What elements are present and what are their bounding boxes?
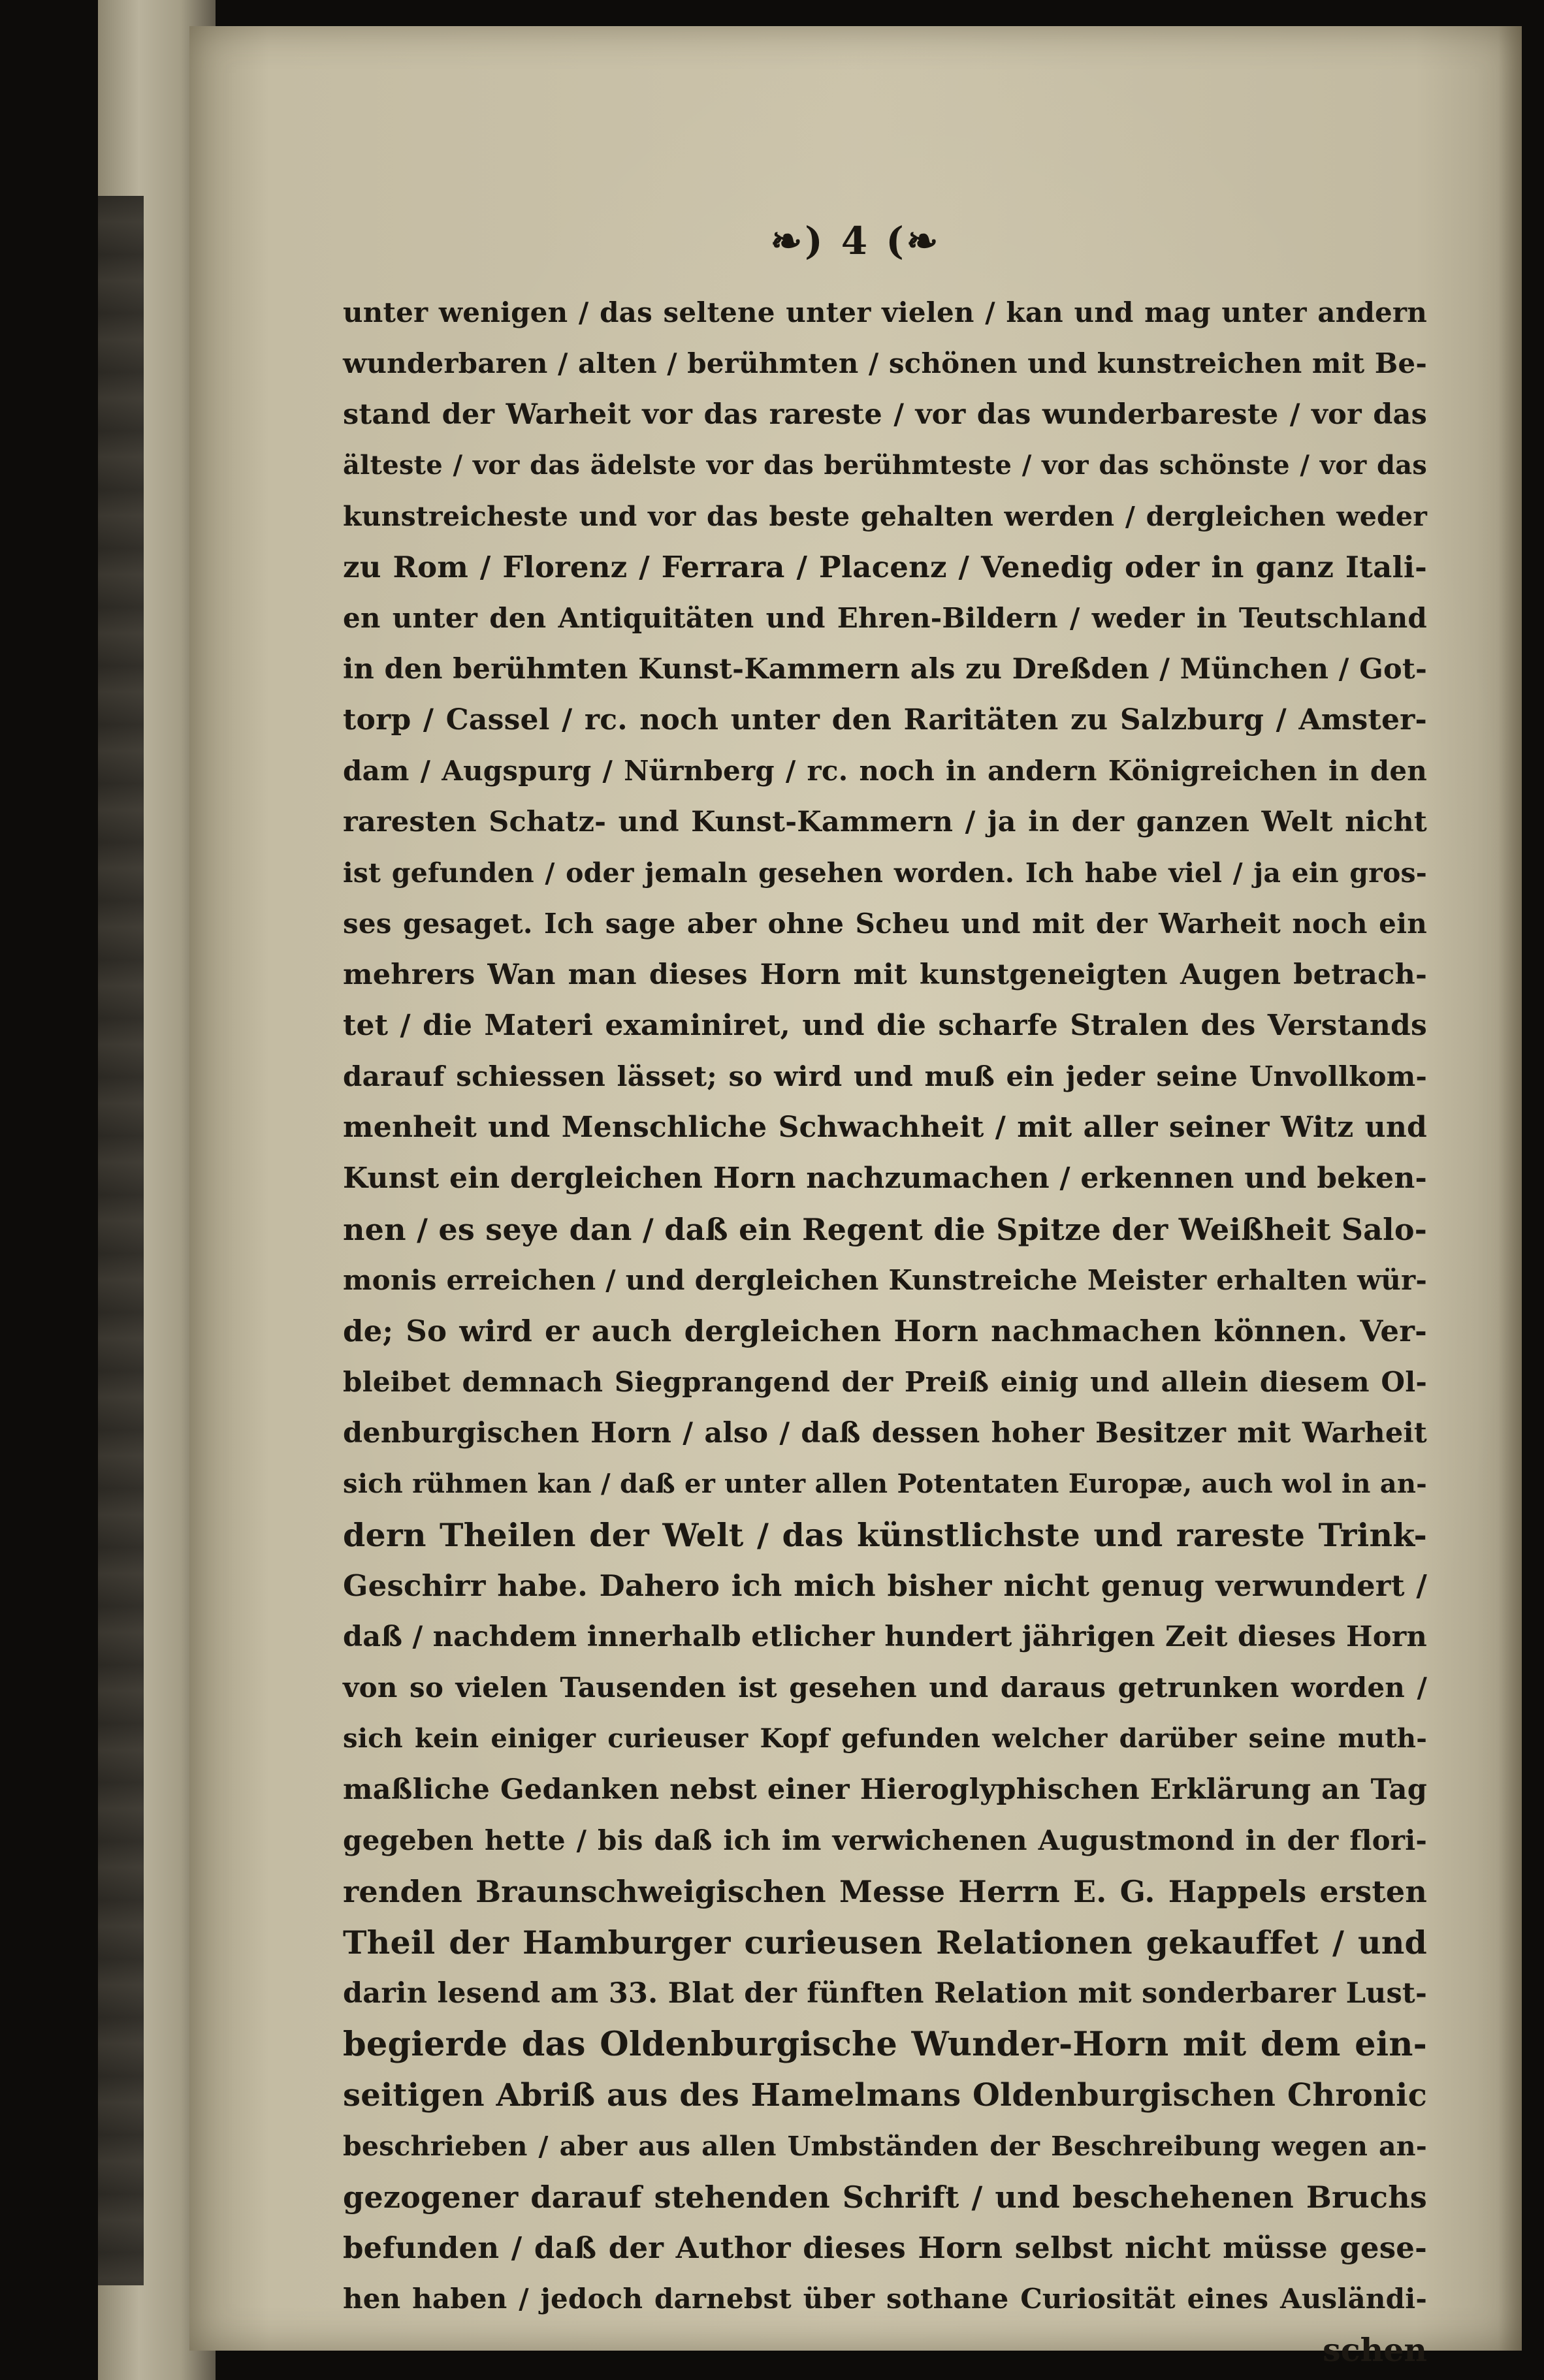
text-line: Kunst ein dergleichen Horn nachzumachen / erkennen und beken-: [343, 1162, 1427, 1195]
text-line: Geschirr habe. Dahero ich mich bisher nicht genug verwundert /: [343, 1568, 1427, 1603]
text-line: tet / die Materi examiniret, und die scharfe Stralen des Verstands: [343, 1009, 1427, 1042]
body-text: [343, 287, 1427, 2375]
text-line: gezogener darauf stehenden Schrift / und beschehenen Bruchs: [343, 2180, 1427, 2215]
text-line: ses gesaget. Ich sage aber ohne Scheu und mit der Warheit noch ein: [343, 908, 1427, 940]
text-line: kunstreicheste und vor das beste gehalten werden / dergleichen weder: [343, 501, 1427, 532]
text-line: sich rühmen kan / daß er unter allen Potentaten Europæ, auch wol in an-: [343, 1468, 1427, 1499]
text-line: stand der Warheit vor das rareste / vor das wunderbareste / vor das: [343, 398, 1427, 431]
text-line: dam / Augspurg / Nürnberg / rc. noch in andern Königreichen in den: [343, 755, 1427, 787]
text-line: Theil der Hamburger curieusen Relationen gekauffet / und: [343, 1924, 1427, 1961]
catchword: schen: [1323, 2331, 1427, 2369]
text-line: de; So wird er auch dergleichen Horn nachmachen können. Ver-: [343, 1314, 1427, 1348]
text-line: zu Rom / Florenz / Ferrara / Placenz / Venedig oder in ganz Itali-: [343, 550, 1427, 584]
text-line: darin lesend am 33. Blat der fünften Relation mit sonderbarer Lust-: [343, 1977, 1427, 2010]
text-line: bleibet demnach Siegprangend der Preiß einig und allein diesem Ol-: [343, 1366, 1427, 1398]
book-binding: [98, 196, 144, 2285]
text-line: begierde das Oldenburgische Wunder-Horn mit dem ein-: [343, 2025, 1427, 2064]
text-line: beschrieben / aber aus allen Umbständen der Beschreibung wegen an-: [343, 2131, 1427, 2162]
text-line: darauf schiessen lässet; so wird und muß ein jeder seine Unvollkom-: [343, 1060, 1427, 1092]
text-line: befunden / daß der Author dieses Horn selbst nicht müsse gese-: [343, 2230, 1427, 2265]
text-line: monis erreichen / und dergleichen Kunstreiche Meister erhalten wür-: [343, 1264, 1427, 1296]
text-line: älteste / vor das ädelste vor das berühmteste / vor das schönste / vor das: [343, 450, 1427, 481]
page-leaf: [189, 26, 1522, 2369]
text-line: gegeben hette / bis daß ich im verwichenen Augustmond in der flori-: [343, 1824, 1427, 1856]
text-line: von so vielen Tausenden ist gesehen und daraus getrunken worden /: [343, 1672, 1427, 1704]
text-line: daß / nachdem innerhalb etlicher hundert jährigen Zeit dieses Horn: [343, 1621, 1427, 1653]
text-line: dern Theilen der Welt / das künstlichste und rareste Trink-: [343, 1516, 1427, 1554]
text-line: torp / Cassel / rc. noch unter den Raritäten zu Salzburg / Amster-: [343, 703, 1427, 737]
text-line: menheit und Menschliche Schwachheit / mit aller seiner Witz und: [343, 1111, 1427, 1144]
page-edge-shadow: [1498, 26, 1522, 2351]
text-line: renden Braunschweigischen Messe Herrn E. G. Happels ersten: [343, 1874, 1427, 1909]
text-line: raresten Schatz- und Kunst-Kammern / ja in der ganzen Welt nicht: [343, 806, 1427, 838]
text-line: maßliche Gedanken nebst einer Hieroglyphischen Erklärung an Tag: [343, 1773, 1427, 1806]
text-line: mehrers Wan man dieses Horn mit kunstgeneigten Augen betrach-: [343, 959, 1427, 991]
text-line: in den berühmten Kunst-Kammern als zu Dreßden / München / Got-: [343, 653, 1427, 686]
text-line: unter wenigen / das seltene unter vielen / kan und mag unter andern: [343, 296, 1427, 328]
text-line: denburgischen Horn / also / daß dessen hoher Besitzer mit Warheit: [343, 1417, 1427, 1450]
text-line: hen haben / jedoch darnebst über sothane Curiosität eines Ausländi-: [343, 2283, 1427, 2315]
text-line: en unter den Antiquitäten und Ehren-Bildern / weder in Teutschland: [343, 602, 1427, 634]
text-line: wunderbaren / alten / berühmten / schönen und kunstreichen mit Be-: [343, 347, 1427, 379]
page-number-header: ❧) 4 (❧: [770, 219, 941, 263]
text-line: ist gefunden / oder jemaln gesehen worden. Ich habe viel / ja ein gros-: [343, 857, 1427, 889]
text-line: sich kein einiger curieuser Kopf gefunden welcher darüber seine muth-: [343, 1723, 1427, 1754]
text-line: nen / es seye dan / daß ein Regent die Spitze der Weißheit Salo-: [343, 1212, 1427, 1247]
text-line: seitigen Abriß aus des Hamelmans Oldenburgischen Chronic: [343, 2077, 1427, 2114]
